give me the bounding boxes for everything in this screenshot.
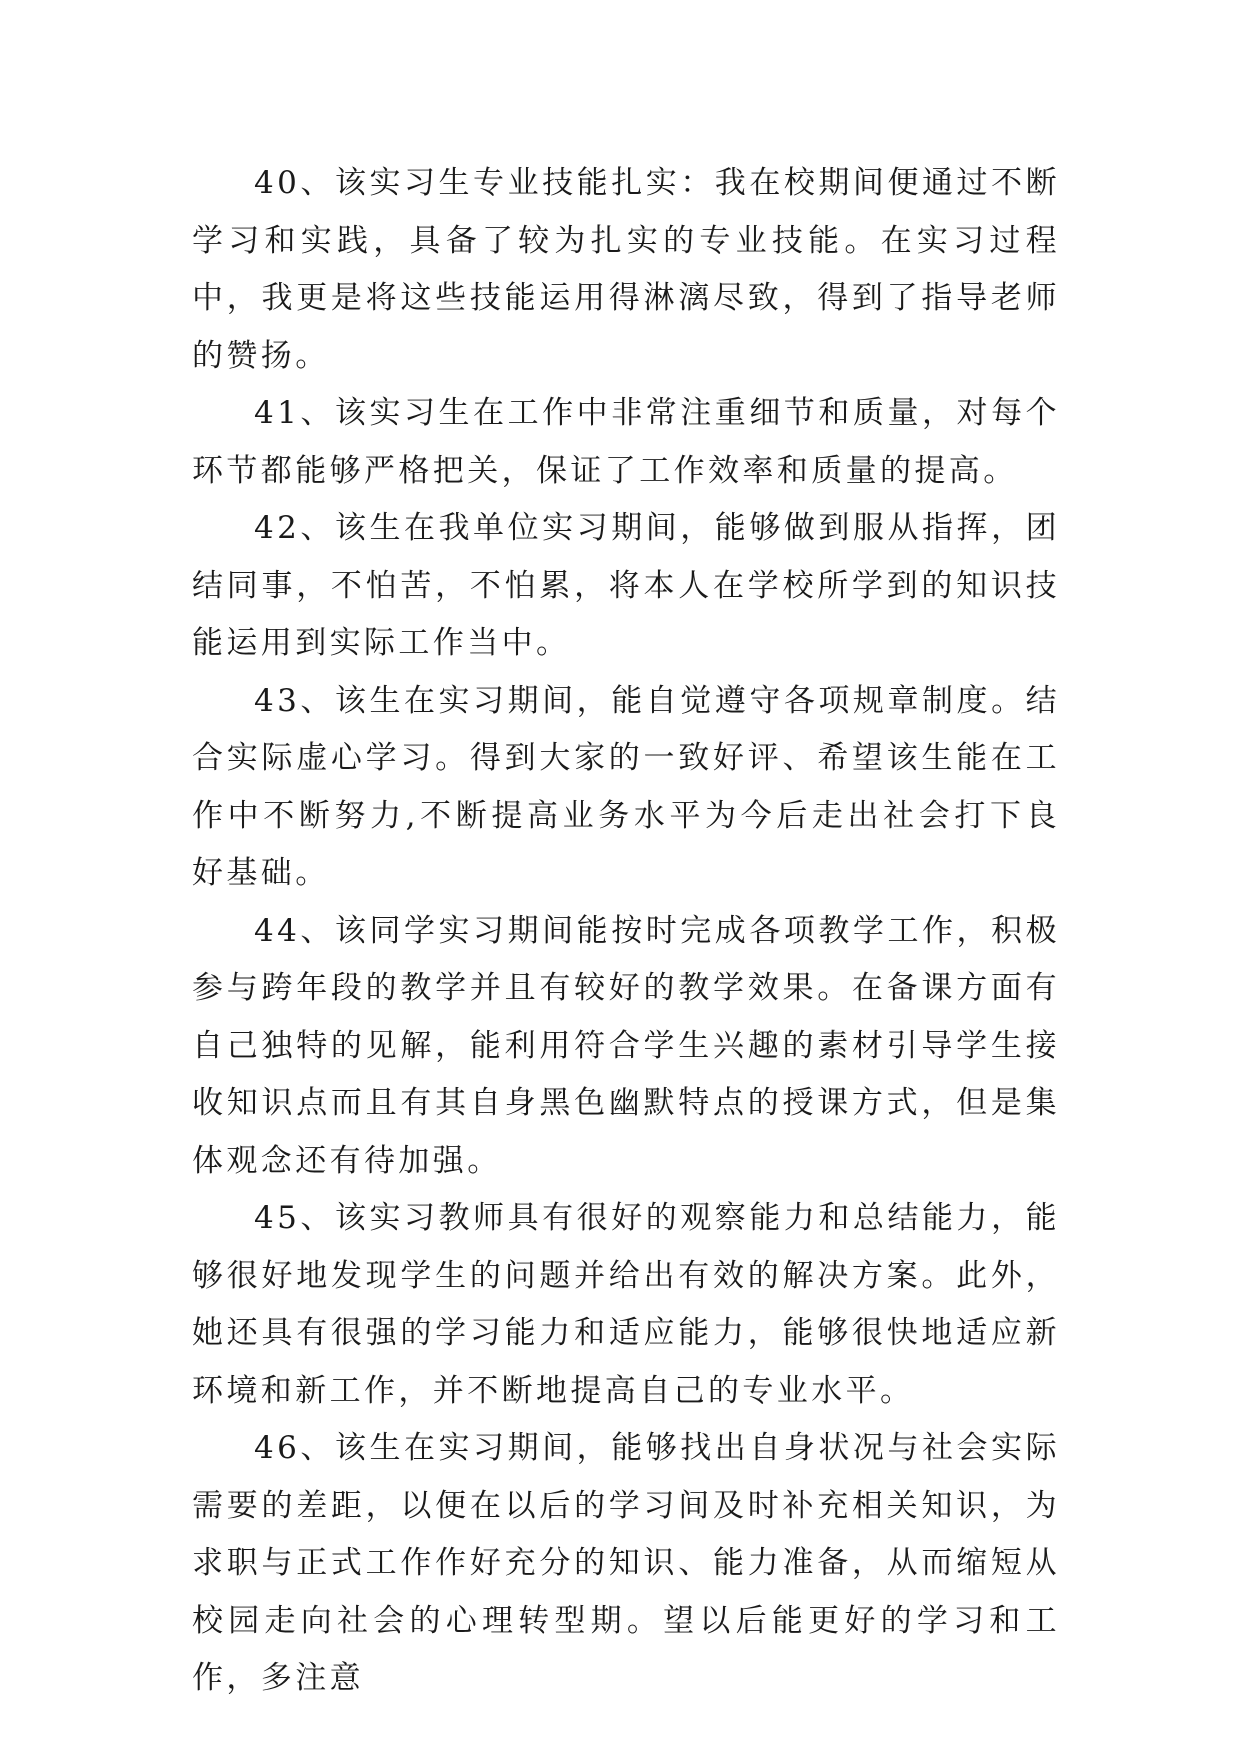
paragraph-43: 43、该生在实习期间，能自觉遵守各项规章制度。结合实际虚心学习。得到大家的一致好评、希望该生能在工作中不断努力,不断提高业务水平为今后走出社会打下良好基础。 [192, 682, 1060, 891]
document-body [192, 155, 1060, 1708]
paragraph-41: 41、该实习生在工作中非常注重细节和质量，对每个环节都能够严格把关，保证了工作效率和质量的提高。 [192, 395, 1060, 489]
paragraph-44: 44、该同学实习期间能按时完成各项教学工作，积极参与跨年段的教学并且有较好的教学效果。在备课方面有自己独特的见解，能利用符合学生兴趣的素材引导学生接收知识点而且有其自身黑色幽默特点的授课方式，但是集体观念还有待加强。 [192, 912, 1060, 1179]
paragraph-42: 42、该生在我单位实习期间，能够做到服从指挥，团结同事，不怕苦，不怕累，将本人在学校所学到的知识技能运用到实际工作当中。 [192, 510, 1060, 661]
paragraph-45: 45、该实习教师具有很好的观察能力和总结能力，能够很好地发现学生的问题并给出有效的解决方案。此外，她还具有很强的学习能力和适应能力，能够很快地适应新环境和新工作，并不断地提高自己的专业水平。 [192, 1200, 1060, 1409]
paragraph-40: 40、该实习生专业技能扎实：我在校期间便通过不断学习和实践，具备了较为扎实的专业技能。在实习过程中，我更是将这些技能运用得淋漓尽致，得到了指导老师的赞扬。 [192, 165, 1060, 374]
paragraph-46: 46、该生在实习期间，能够找出自身状况与社会实际需要的差距，以便在以后的学习间及时补充相关知识，为求职与正式工作作好充分的知识、能力准备，从而缩短从校园走向社会的心理转型期。望以后能更好的学习和工作，多注意 [192, 1430, 1060, 1696]
